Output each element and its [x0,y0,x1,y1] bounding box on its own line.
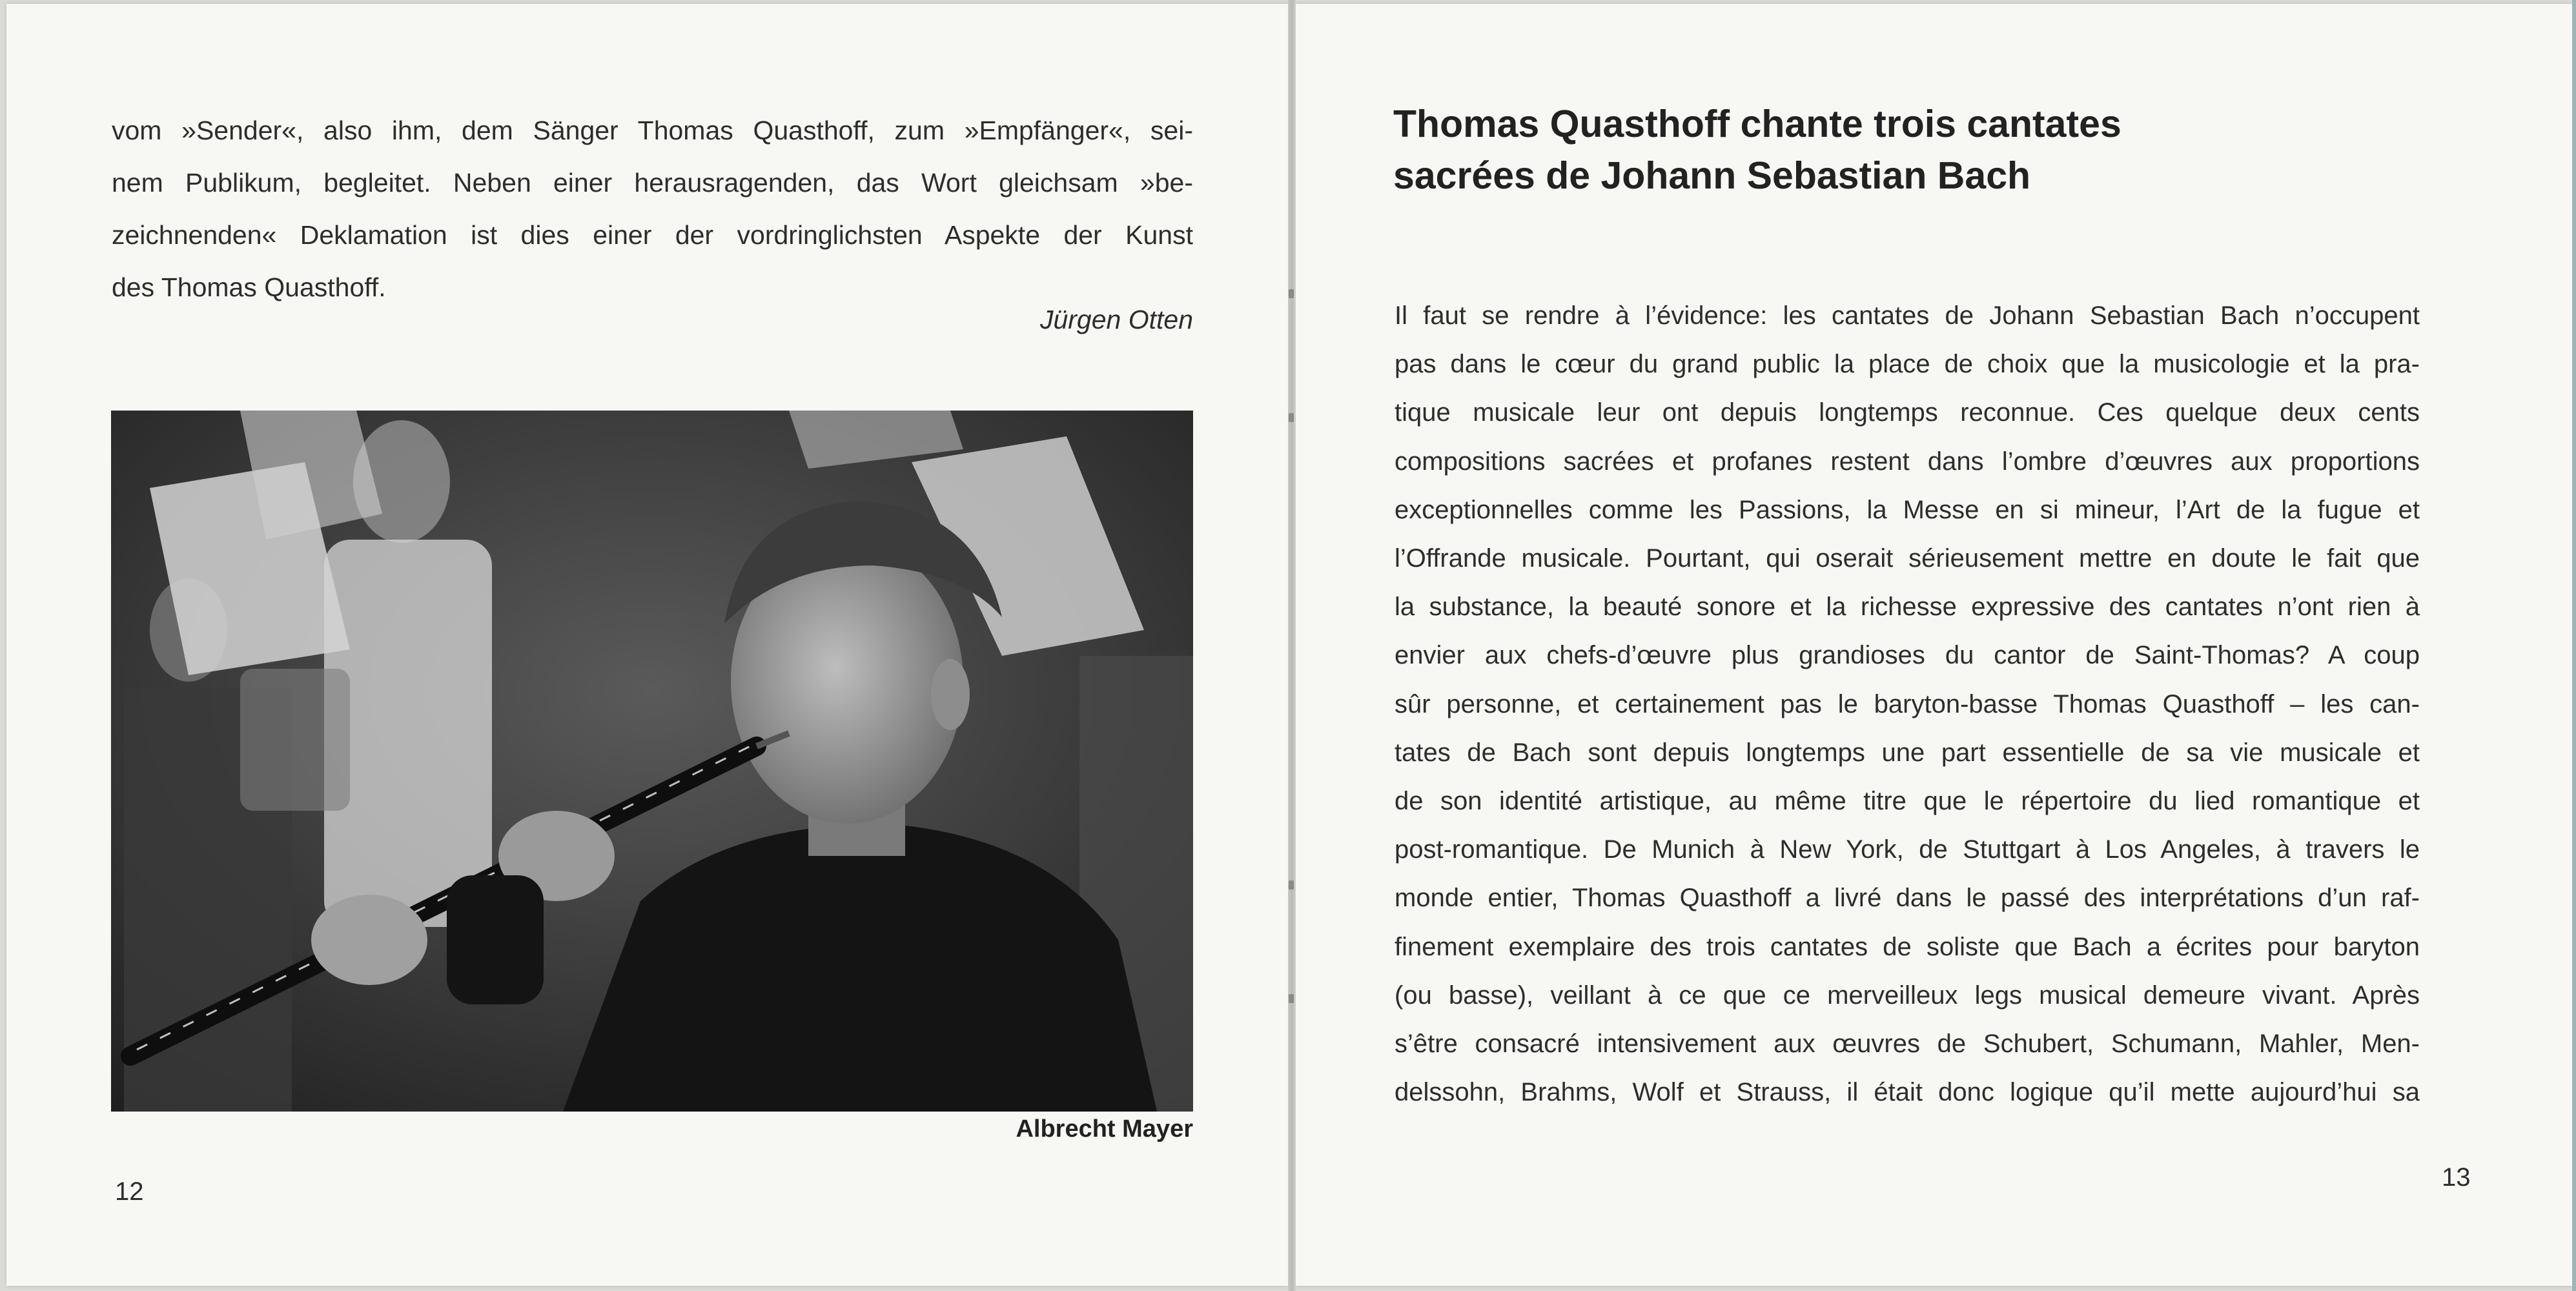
text-line: envier aux chefs-d’œuvre plus grandioses du cantor de Saint-Thomas? A coup [1395,641,2420,670]
text-line: (ou basse), veillant à ce que ce merveilleux legs musical demeure vivant. Après [1395,981,2420,1010]
text-line: monde entier, Thomas Quasthoff a livré dans le passé des interprétations d’un raf- [1395,884,2420,913]
text-line: exceptionnelles comme les Passions, la Messe en si mineur, l’Art de la fugue et [1395,495,2420,524]
staple [1289,994,1294,1003]
text-line: l’Offrande musicale. Pourtant, qui oserait sérieusement mettre en doute le fait que [1395,544,2420,573]
binding-gutter [1288,0,1296,1291]
photo-caption: Albrecht Mayer [1016,1115,1193,1143]
page-number-left: 12 [115,1177,144,1206]
page-edge [2572,0,2576,1291]
text-line: pas dans le cœur du grand public la place de choix que la musicologie et la pra- [1395,350,2420,379]
text-line: nem Publikum, begleitet. Neben einer herausragenden, das Wort gleichsam »be- [112,168,1193,198]
heading-line: Thomas Quasthoff chante trois cantates [1393,103,2121,145]
staple [1289,413,1294,422]
text-line: zeichnenden« Deklamation ist dies einer der vordringlichsten Aspekte der Kunst [112,220,1193,250]
staple [1289,880,1294,889]
text-line: sûr personne, et certainement pas le baryton-basse Thomas Quasthoff – les can- [1395,689,2420,718]
text-line: vom »Sender«, also ihm, dem Sänger Thomas Quasthoff, zum »Empfänger«, sei- [112,116,1193,145]
right-body-text [1395,292,2420,1117]
photo-illustration [111,411,1193,1112]
staple [1289,289,1294,298]
page-number-right: 13 [2442,1163,2471,1192]
left-body-text [112,105,1193,314]
text-line: post-romantique. De Munich à New York, de Stuttgart à Los Angeles, à travers le [1395,835,2420,864]
text-line: tique musicale leur ont depuis longtemps reconnue. Ces quelque deux cents [1395,398,2420,427]
photo-oboist [111,411,1193,1112]
author-signature: Jürgen Otten [1039,305,1193,334]
text-line: delssohn, Brahms, Wolf et Strauss, il était donc logique qu’il mette aujourd’hui sa [1395,1078,2420,1107]
heading-line: sacrées de Johann Sebastian Bach [1393,154,2031,197]
text-line: s’être consacré intensivement aux œuvres de Schubert, Schumann, Mahler, Men- [1395,1030,2420,1059]
text-line: de son identité artistique, au même titre que le répertoire du lied romantique et [1395,787,2420,816]
text-line: Il faut se rendre à l’évidence: les cantates de Johann Sebastian Bach n’occupent [1395,301,2420,330]
text-line: compositions sacrées et profanes restent dans l’ombre d’œuvres aux proportions [1395,447,2420,476]
text-line: tates de Bach sont depuis longtemps une part essentielle de sa vie musicale et [1395,738,2420,767]
article-heading [1393,98,2400,201]
text-line: la substance, la beauté sonore et la richesse expressive des cantates n’ont rien à [1395,593,2420,622]
text-line: finement exemplaire des trois cantates de soliste que Bach a écrites pour baryton [1395,932,2420,961]
text-line: des Thomas Quasthoff. [112,272,386,302]
